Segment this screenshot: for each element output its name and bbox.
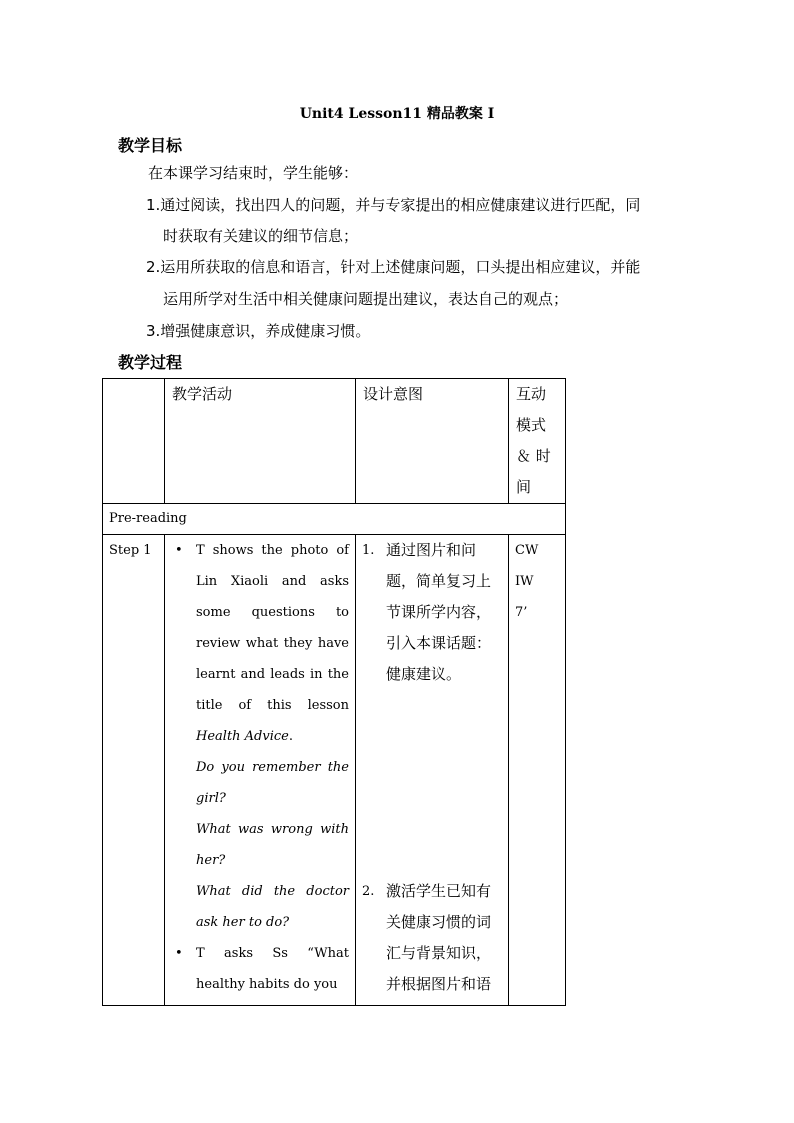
objectives-heading: 教学目标 <box>118 136 183 155</box>
objective-2-line2: 运用所学对生活中相关健康问题提出建议，表达自己的观点； <box>163 290 569 308</box>
step-row <box>103 535 566 1006</box>
objectives-intro: 在本课学习结束时，学生能够： <box>148 164 359 182</box>
header-mode: 互动 模式 ＆ 时 间 <box>509 379 566 504</box>
header-activity: 教学活动 <box>165 379 356 504</box>
activity-bullet-1: • T shows the photo of Lin Xiaoli and asks some questions to review what they have learnt and leads in the title of this lesson Health Advice. <box>165 535 349 752</box>
question-3: What did the doctor ask her to do? <box>196 884 349 930</box>
objective-1-line2: 时获取有关建议的细节信息； <box>163 227 359 245</box>
objective-2-line1: 2.运用所获取的信息和语言，针对上述健康问题，口头提出相应建议，并能 <box>146 258 641 276</box>
table-header-row <box>103 379 566 504</box>
question-1: Do you remember the girl? <box>196 760 349 806</box>
header-blank-cell <box>103 379 165 504</box>
section-row <box>103 504 566 535</box>
process-heading: 教学过程 <box>118 353 183 372</box>
section-label: Pre-reading <box>103 504 566 535</box>
step-intent-cell <box>356 535 509 1006</box>
document-title: Unit4 Lesson11 精品教案 I <box>299 106 495 122</box>
objective-1-line1: 1.通过阅读，找出四人的问题，并与专家提出的相应健康建议进行匹配，同 <box>146 196 641 214</box>
intent-2: 2. 激活学生已知有关健康习惯的词汇与背景知识，并根据图片和语 <box>362 882 492 993</box>
objective-3: 3.增强健康意识，养成健康习惯。 <box>146 322 371 340</box>
intent-1: 1. 通过图片和问题，简单复习上节课所学内容，引入本课话题：健康建议。 <box>362 541 492 683</box>
step-label-cell: Step 1 <box>103 535 165 1006</box>
process-table <box>102 378 566 1006</box>
question-2: What was wrong with her? <box>196 822 349 868</box>
activity-bullet-2: • T asks Ss “What healthy habits do you <box>165 938 349 1000</box>
step-activity-cell <box>165 535 356 1006</box>
step-mode-cell: CW IW 7’ <box>509 535 566 1006</box>
header-intent: 设计意图 <box>356 379 509 504</box>
